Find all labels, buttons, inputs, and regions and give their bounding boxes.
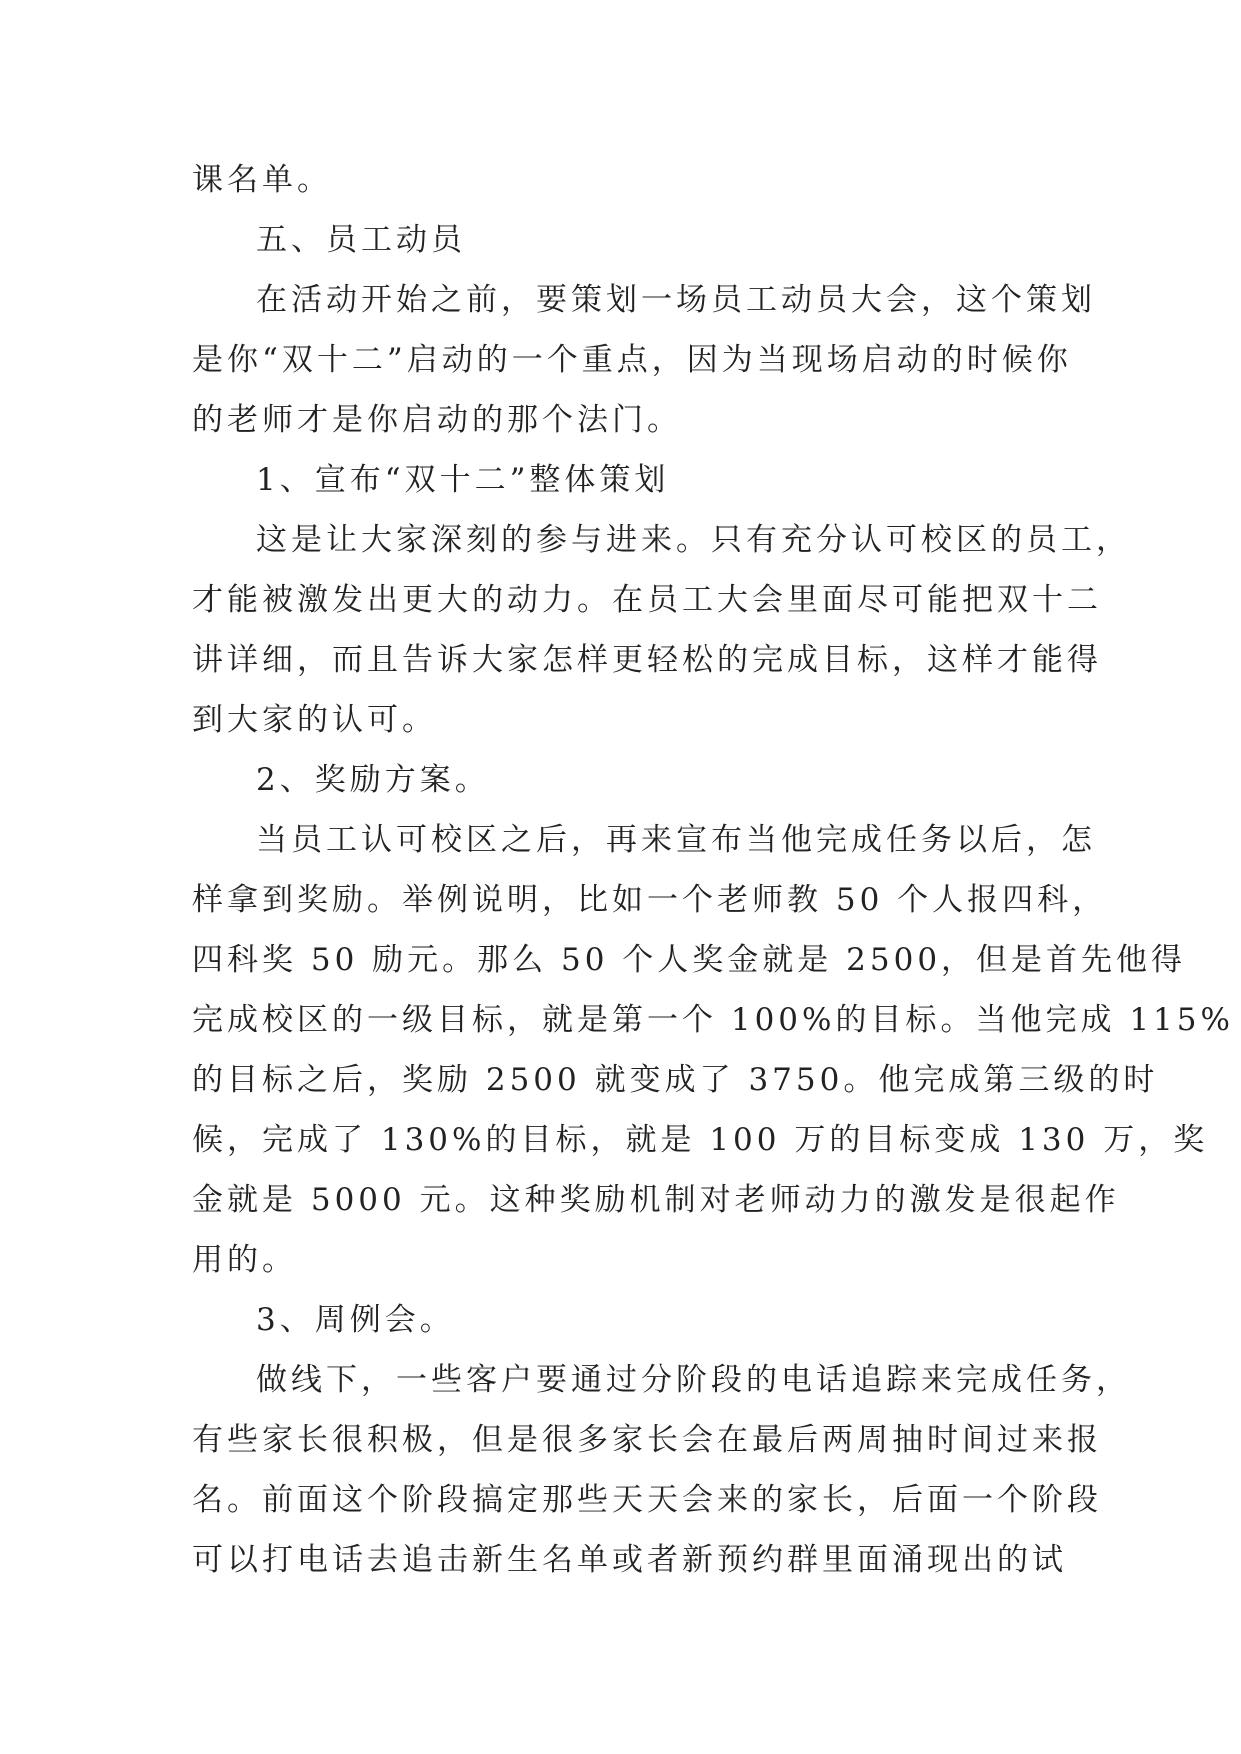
text-line: 在活动开始之前，要策划一场员工动员大会，这个策划: [256, 282, 1096, 318]
text-line: 是你“双十二”启动的一个重点，因为当现场启动的时候你: [192, 342, 1072, 378]
text-line: 的目标之后，奖励 2500 就变成了 3750。他完成第三级的时: [192, 1062, 1159, 1098]
text-line: 讲详细，而且告诉大家怎样更轻松的完成目标，这样才能得: [192, 642, 1102, 678]
text-line: 做线下，一些客户要通过分阶段的电话追踪来完成任务，: [256, 1362, 1131, 1398]
text-line: 到大家的认可。: [192, 702, 437, 738]
text-line: 四科奖 50 励元。那么 50 个人奖金就是 2500，但是首先他得: [192, 942, 1187, 978]
text-line: 课名单。: [192, 162, 332, 198]
text-line: 的老师才是你启动的那个法门。: [192, 402, 682, 438]
text-line: 完成校区的一级目标，就是第一个 100%的目标。当他完成 115%: [192, 1002, 1234, 1038]
text-line: 才能被激发出更大的动力。在员工大会里面尽可能把双十二: [192, 582, 1102, 618]
text-line: 当员工认可校区之后，再来宣布当他完成任务以后，怎: [256, 822, 1096, 858]
text-line: 候，完成了 130%的目标，就是 100 万的目标变成 130 万，奖: [192, 1122, 1209, 1158]
text-line: 有些家长很积极，但是很多家长会在最后两周抽时间过来报: [192, 1422, 1102, 1458]
text-line: 金就是 5000 元。这种奖励机制对老师动力的激发是很起作: [192, 1182, 1120, 1218]
text-line: 可以打电话去追击新生名单或者新预约群里面涌现出的试: [192, 1542, 1067, 1578]
section-heading: 五、员工动员: [256, 222, 466, 258]
text-line: 这是让大家深刻的参与进来。只有充分认可校区的员工，: [256, 522, 1131, 558]
text-line: 名。前面这个阶段搞定那些天天会来的家长，后面一个阶段: [192, 1482, 1102, 1518]
text-line: 样拿到奖励。举例说明，比如一个老师教 50 个人报四科，: [192, 882, 1108, 918]
text-line: 用的。: [192, 1242, 297, 1278]
subsection-heading: 1、宣布“双十二”整体策划: [256, 462, 670, 498]
subsection-heading: 2、奖励方案。: [256, 762, 490, 798]
subsection-heading: 3、周例会。: [256, 1302, 455, 1338]
